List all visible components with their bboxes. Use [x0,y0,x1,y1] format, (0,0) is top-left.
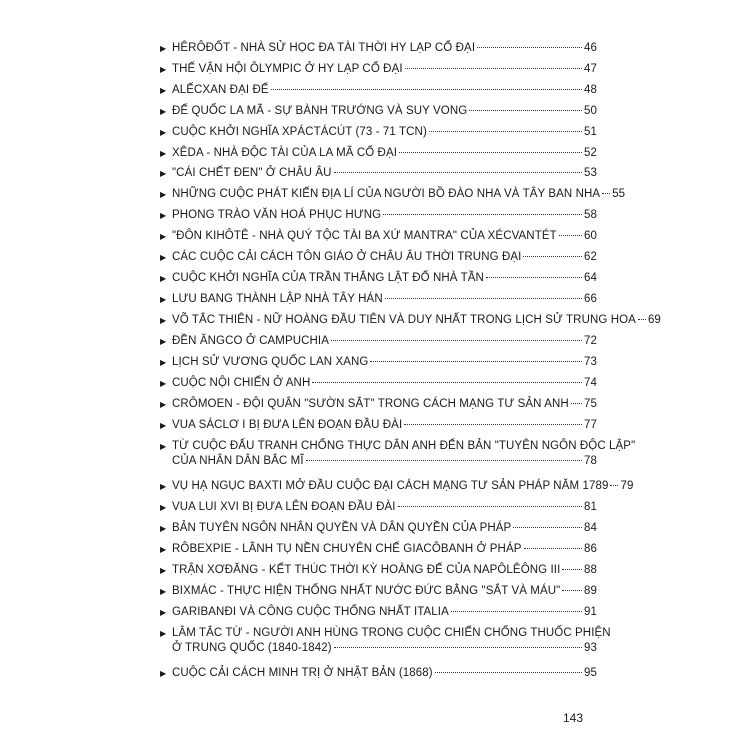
toc-entry-title: LÂM TẮC TỪ - NGƯỜI ANH HÙNG TRONG CUỘC CHIẾN CHỐNG THUỐC PHIỆN [172,627,611,639]
toc-entry-page: 75 [584,398,597,410]
toc-entry-page: 81 [584,501,597,513]
toc-entry [160,479,634,494]
triangle-bullet-icon: ▶ [160,232,167,241]
dot-leader [638,319,646,320]
triangle-bullet-icon: ▶ [160,253,167,262]
triangle-bullet-icon: ▶ [160,629,167,638]
dot-leader [385,298,582,299]
toc-entry-page: 55 [612,188,626,200]
dot-leader [486,277,582,278]
toc-entry [160,271,597,286]
triangle-bullet-icon: ▶ [160,65,167,74]
triangle-bullet-icon: ▶ [160,149,167,158]
triangle-bullet-icon: ▶ [160,503,167,512]
toc-entry-page: 48 [584,84,597,96]
dot-leader [559,235,582,236]
toc-entry-page: 95 [584,667,597,679]
toc-entry-page: 74 [584,377,597,389]
toc-entry [160,605,597,620]
toc-entry [160,439,636,469]
toc-entry-title: TRẬN XƠĐĂNG - KẾT THÚC THỜI KỲ HOÀNG ĐẾ CỦA NAPÔLÊÔNG III [172,564,561,576]
toc-entry [160,666,597,681]
triangle-bullet-icon: ▶ [160,316,167,325]
toc-entry-title: ALẾCXAN ĐẠI ĐẾ [172,84,269,96]
triangle-bullet-icon: ▶ [160,421,167,430]
toc-entry-page: 88 [584,564,597,576]
triangle-bullet-icon: ▶ [160,379,167,388]
triangle-bullet-icon: ▶ [160,482,167,491]
dot-leader [451,611,582,612]
toc-entry [160,250,597,265]
triangle-bullet-icon: ▶ [160,211,167,220]
toc-entry-title: ĐẾ QUỐC LA MÃ - SỰ BÀNH TRƯỚNG VÀ SUY VONG [172,105,468,117]
toc-entry-title: "ĐÔN KIHÔTÊ - NHÀ QUÝ TỘC TÀI BA XỨ MANTRA" CỦA XÉCVANTÉT [172,230,557,242]
toc-entry-title: VUA LUI XVI BỊ ĐƯA LÊN ĐOẠN ĐẦU ĐÀI [172,501,396,513]
toc-entry-page: 51 [584,126,597,138]
toc-entry [160,500,597,515]
toc-entry-page: 79 [620,480,634,492]
toc-entry [160,62,597,77]
toc-entry-page: 69 [647,314,661,326]
triangle-bullet-icon: ▶ [160,524,167,533]
toc-entry-page: 64 [584,272,597,284]
toc-entry-page: 84 [584,522,597,534]
triangle-bullet-icon: ▶ [160,190,167,199]
dot-leader [399,152,582,153]
toc-entry [160,146,597,161]
dot-leader [334,172,582,173]
triangle-bullet-icon: ▶ [160,608,167,617]
triangle-bullet-icon: ▶ [160,86,167,95]
dot-leader [398,506,582,507]
toc-entry-title: LỊCH SỬ VƯƠNG QUỐC LAN XANG [172,356,369,368]
dot-leader [312,382,582,383]
toc-entry [160,397,597,412]
dot-leader [469,110,582,111]
dot-leader [523,256,582,257]
toc-entry-title: VUA SÁCLƠ I BỊ ĐƯA LÊN ĐOẠN ĐẦU ĐÀI [172,419,403,431]
toc-entry [160,104,597,119]
toc-entry-title: TỪ CUỘC ĐẤU TRANH CHỐNG THỰC DÂN ANH ĐẾN BẢN "TUYÊN NGÔN ĐỘC LẬP" [172,440,636,452]
toc-entry-title: CUỘC NỘI CHIẾN Ở ANH [172,377,311,389]
toc-entry [160,166,597,181]
dot-leader [477,47,582,48]
toc-entry-page: 52 [584,147,597,159]
triangle-bullet-icon: ▶ [160,587,167,596]
dot-leader [562,590,582,591]
toc-entry-title: NHỮNG CUỘC PHÁT KIẾN ĐỊA LÍ CỦA NGƯỜI BỒ ĐÀO NHA VÀ TÂY BAN NHA [172,188,601,200]
toc-entry-title: PHONG TRÀO VĂN HOÁ PHỤC HƯNG [172,209,382,221]
toc-entry-page: 47 [584,63,597,75]
dot-leader [429,131,582,132]
dot-leader [383,214,582,215]
toc-entry [160,83,597,98]
toc-entry [160,41,597,56]
triangle-bullet-icon: ▶ [160,295,167,304]
dot-leader [271,89,582,90]
toc-entry-title: CUỘC KHỞI NGHĨA CỦA TRẦN THẮNG LẬT ĐỔ NHÀ TẦN [172,272,484,284]
toc-entry-page: 89 [584,585,597,597]
toc-entry-title: HÊRÔĐỐT - NHÀ SỬ HỌC ĐA TÀI THỜI HY LẠP CỔ ĐẠI [172,42,476,54]
toc-entry [160,229,597,244]
toc-entry-title: VÕ TẮC THIÊN - NỮ HOÀNG ĐẦU TIÊN VÀ DUY NHẤT TRONG LỊCH SỬ TRUNG HOA [172,314,636,326]
triangle-bullet-icon: ▶ [160,337,167,346]
toc-entry-title: THẾ VẬN HỘI ÔLYMPIC Ở HY LẠP CỔ ĐẠI [172,63,403,75]
toc-entry-title: LƯU BANG THÀNH LẬP NHÀ TÂY HÁN [172,293,383,305]
toc-entry [160,542,597,557]
toc-entry [160,292,597,307]
toc-entry-page: 72 [584,335,597,347]
toc-entry-title: VỤ HẠ NGỤC BAXTI MỞ ĐẦU CUỘC ĐẠI CÁCH MẠNG TƯ SẢN PHÁP NĂM 1789 [172,480,609,492]
dot-leader [331,340,582,341]
dot-leader [404,424,582,425]
triangle-bullet-icon: ▶ [160,545,167,554]
toc-entry-title: ĐỀN ĂNGCO Ở CAMPUCHIA [172,335,330,347]
toc-entry [160,376,597,391]
toc-entry-title-continued: Ở TRUNG QUỐC (1840-1842) [172,642,332,654]
dot-leader [562,569,582,570]
toc-entry [160,313,661,328]
toc-entry-title: CUỘC KHỞI NGHĨA XPÁCTÁCÚT (73 - 71 TCN) [172,126,427,138]
triangle-bullet-icon: ▶ [160,400,167,409]
toc-entry-title-continued: CỦA NHÂN DÂN BẮC MĨ [172,455,304,467]
triangle-bullet-icon: ▶ [160,442,167,451]
toc-entry-title: RÔBEXPIE - LÃNH TỤ NỀN CHUYÊN CHẾ GIACÔBANH Ở PHÁP [172,543,522,555]
toc-entry [160,334,597,349]
triangle-bullet-icon: ▶ [160,107,167,116]
toc-entry-page: 58 [584,209,597,221]
toc-entry [160,355,597,370]
dot-leader [405,68,582,69]
toc-entry-page: 78 [584,455,597,467]
dot-leader [610,485,618,486]
dot-leader [435,672,582,673]
toc-entry-title: "CÁI CHẾT ĐEN" Ở CHÂU ÂU [172,167,332,179]
toc-entry-page: 46 [584,42,597,54]
toc-entry [160,187,626,202]
dot-leader [524,548,583,549]
dot-leader [602,193,610,194]
toc-entry-page: 66 [584,293,597,305]
toc-entry [160,626,611,656]
toc-entry-page: 60 [584,230,597,242]
dot-leader [306,460,582,461]
dot-leader [370,361,582,362]
toc-entry-title: BẢN TUYÊN NGÔN NHÂN QUYỀN VÀ DÂN QUYỀN CỦA PHÁP [172,522,512,534]
triangle-bullet-icon: ▶ [160,44,167,53]
toc-entry [160,125,597,140]
toc-entry-title: CUỘC CẢI CÁCH MINH TRỊ Ở NHẬT BẢN (1868) [172,667,433,679]
toc-entry-title: GARIBANĐI VÀ CÔNG CUỘC THỐNG NHẤT ITALIA [172,606,449,618]
toc-entry-title: BIXMÁC - THỰC HIỆN THỐNG NHẤT NƯỚC ĐỨC BẰNG "SẮT VÀ MÁU" [172,585,561,597]
triangle-bullet-icon: ▶ [160,669,167,678]
toc-entry-page: 50 [584,105,597,117]
toc-entry-title: CÁC CUỘC CẢI CÁCH TÔN GIÁO Ở CHÂU ÂU THỜI TRUNG ĐẠI [172,251,522,263]
dot-leader [571,403,582,404]
toc-entry-page: 77 [584,419,597,431]
toc-entry-title: CRÔMOEN - ĐỘI QUÂN "SƯỜN SẮT" TRONG CÁCH MẠNG TƯ SẢN ANH [172,398,569,410]
triangle-bullet-icon: ▶ [160,274,167,283]
toc-entry [160,208,597,223]
triangle-bullet-icon: ▶ [160,358,167,367]
toc-entry [160,521,597,536]
triangle-bullet-icon: ▶ [160,169,167,178]
toc-entry-page: 93 [584,642,597,654]
toc-entry [160,563,597,578]
toc-entry [160,584,597,599]
toc-entry [160,418,597,433]
toc-entry-page: 53 [584,167,597,179]
toc-entry-page: 86 [584,543,597,555]
toc-entry-page: 91 [584,606,597,618]
toc-entry-page: 73 [584,356,597,368]
triangle-bullet-icon: ▶ [160,566,167,575]
dot-leader [513,527,582,528]
toc-entry-title: XÊDA - NHÀ ĐỘC TÀI CỦA LA MÃ CỔ ĐẠI [172,147,398,159]
toc-entry-page: 62 [584,251,597,263]
page-number: 143 [563,711,584,725]
dot-leader [334,647,582,648]
triangle-bullet-icon: ▶ [160,128,167,137]
